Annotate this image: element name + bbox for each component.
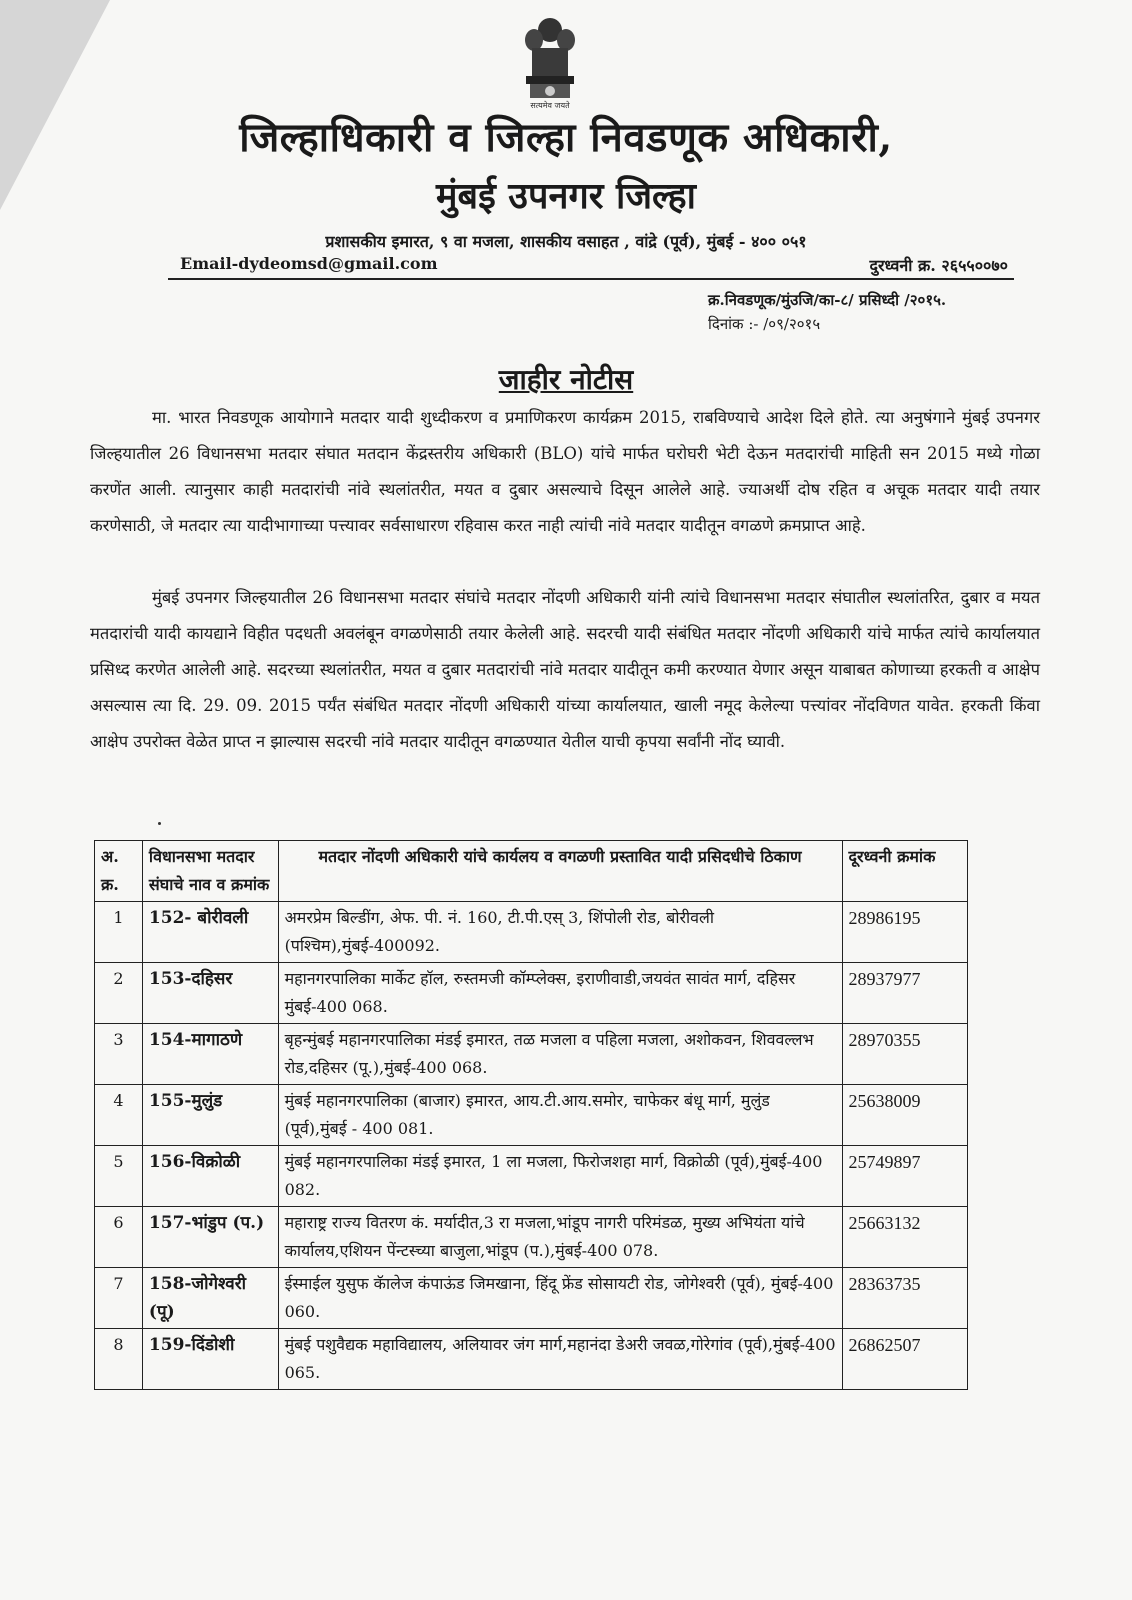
row-sr: 8 xyxy=(95,1329,143,1390)
row-phone: 25638009 xyxy=(842,1085,967,1146)
row-constituency: 152- बोरीवली xyxy=(142,902,278,963)
row-office-address: मुंबई महानगरपालिका मंडई इमारत, 1 ला मजला, फिरोजशहा मार्ग, विक्रोळी (पूर्व),मुंबई-400 082. xyxy=(278,1146,842,1207)
row-constituency: 154-मागाठणे xyxy=(142,1024,278,1085)
row-constituency: 157-भांडुप (प.) xyxy=(142,1207,278,1268)
row-office-address: ईस्माईल युसुफ कॅालेज कंपाऊंड जिमखाना, हिंदू फ्रेंड सोसायटी रोड, जोगेश्वरी (पूर्व), मुंबई-400 060. xyxy=(278,1268,842,1329)
row-sr: 5 xyxy=(95,1146,143,1207)
emblem-motto: सत्यमेव जयते xyxy=(530,101,570,110)
header-constituency: विधानसभा मतदार संघाचे नाव व क्रमांक xyxy=(142,841,278,902)
table-row xyxy=(95,1085,968,1146)
row-sr: 2 xyxy=(95,963,143,1024)
header-office: मतदार नोंदणी अधिकारी यांचे कार्यलय व वगळणी प्रस्तावित यादी प्रसिदधीचे ठिकाण xyxy=(278,841,842,902)
office-email: Email-dydeomsd@gmail.com xyxy=(180,254,438,273)
stray-mark xyxy=(158,822,161,825)
row-constituency: 159-दिंडोशी xyxy=(142,1329,278,1390)
row-constituency: 155-मुलुंड xyxy=(142,1085,278,1146)
row-office-address: महानगरपालिका मार्केट हॉल, रुस्तमजी कॉम्प्लेक्स, इराणीवाडी,जयवंत सावंत मार्ग, दहिसर मुंबई-400 068. xyxy=(278,963,842,1024)
row-constituency: 156-विक्रोळी xyxy=(142,1146,278,1207)
table-row xyxy=(95,1146,968,1207)
notice-paragraph-1: मा. भारत निवडणूक आयोगाने मतदार यादी शुध्दीकरण व प्रमाणिकरण कार्यक्रम 2015, राबविण्याचे आदेश दिले होते. त्या अनुषंगाने मुंबई उपनगर जिल्हयातील 26 विधानसभा मतदार संघात मतदान केंद्रस्तरीय अधिकारी (BLO) यांचे मार्फत घरोघरी भेटी देऊन मतदारांची माहिती सन 2015 मध्ये गोळा करणेंत आली. त्यानुसार काही मतदारांची नांवे स्थलांतरीत, मयत व दुबार असल्याचे दिसून आलेले आहे. ज्याअर्थी दोष रहित व अचूक मतदार यादी तयार करणेसाठी, जे मतदार त्या यादीभागाच्या पत्त्यावर सर्वसाधारण रहिवास करत नाही त्यांची नांवे मतदार यादीतून वगळणे क्रमप्राप्त आहे. xyxy=(90,408,1040,535)
header-divider xyxy=(168,278,1014,280)
row-phone: 25749897 xyxy=(842,1146,967,1207)
table-row xyxy=(95,1024,968,1085)
row-sr: 4 xyxy=(95,1085,143,1146)
row-sr: 1 xyxy=(95,902,143,963)
row-sr: 3 xyxy=(95,1024,143,1085)
row-phone: 26862507 xyxy=(842,1329,967,1390)
row-phone: 28937977 xyxy=(842,963,967,1024)
header-phone: दूरध्वनी क्रमांक xyxy=(842,841,967,902)
office-phone: दुरध्वनी क्र. २६५५००७० xyxy=(869,256,1008,275)
header-sr: अ. क्र. xyxy=(95,841,143,902)
row-phone: 28986195 xyxy=(842,902,967,963)
notice-paragraph-2: मुंबई उपनगर जिल्हयातील 26 विधानसभा मतदार संघांचे मतदार नोंदणी अधिकारी यांनी त्यांचे विधानसभा मतदार संघातील स्थलांतरित, दुबार व मयत मतदारांची यादी कायद्याने विहीत पदधती अवलंबून वगळणेसाठी तयार केलेली आहे. सदरची यादी संबंधित मतदार नोंदणी अधिकारी यांचे मार्फत त्यांचे कार्यालयात प्रसिध्द करणेत आलेली आहे. सदरच्या स्थलांतरीत, मयत व दुबार मतदारांची नांवे मतदार यादीतून कमी करण्यात येणार असून याबाबत कोणाच्या हरकती व आक्षेप असल्यास त्या दि. 29. 09. 2015 पर्यंत संबंधित मतदार नोंदणी अधिकारी यांच्या कार्यालयात, खाली नमूद केलेल्या पत्त्यांवर नोंदविणत यावेत. हरकती किंवा आक्षेप उपरोक्त वेळेत प्राप्त न झाल्यास सदरची नांवे मतदार यादीतून वगळण्यात येतील याची कृपया सर्वांनी नोंद घ्यावी. xyxy=(90,588,1040,751)
district-title: मुंबई उपनगर जिल्हा xyxy=(436,175,696,217)
row-constituency: 153-दहिसर xyxy=(142,963,278,1024)
notice-title: जाहीर नोटीस xyxy=(498,363,634,396)
row-office-address: अमरप्रेम बिल्डींग, अेफ. पी. नं. 160, टी.पी.एस् 3, शिंपोली रोड, बोरीवली (पश्चिम),मुंबई-400092. xyxy=(278,902,842,963)
row-phone: 28970355 xyxy=(842,1024,967,1085)
row-office-address: बृहन्मुंबई महानगरपालिका मंडई इमारत, तळ मजला व पहिला मजला, अशोकवन, शिववल्लभ रोड,दहिसर (पू.),मुंबई-400 068. xyxy=(278,1024,842,1085)
table-header-row xyxy=(95,841,968,902)
table-row xyxy=(95,963,968,1024)
table-row xyxy=(95,1268,968,1329)
table-row xyxy=(95,1207,968,1268)
reference-number: क्र.निवडणूक/मुंउजि/का-८/ प्रसिध्दी /२०१५. xyxy=(708,291,947,309)
reference-date: दिनांक :- /०९/२०१५ xyxy=(708,315,821,333)
row-office-address: मुंबई पशुवैद्यक महाविद्यालय, अलियावर जंग मार्ग,महानंदा डेअरी जवळ,गोरेगांव (पूर्व),मुंबई-400 065. xyxy=(278,1329,842,1390)
state-emblem-icon xyxy=(518,14,582,110)
row-phone: 28363735 xyxy=(842,1268,967,1329)
row-office-address: मुंबई महानगरपालिका (बाजार) इमारत, आय.टी.आय.समोर, चाफेकर बंधू मार्ग, मुलुंड (पूर्व),मुंबई - 400 081. xyxy=(278,1085,842,1146)
row-phone: 25663132 xyxy=(842,1207,967,1268)
row-office-address: महाराष्ट्र राज्य वितरण कं. मर्यादीत,3 रा मजला,भांडूप नागरी परिमंडळ, मुख्य अभियंता यांचे कार्यालय,एशियन पेंन्टस्च्या बाजुला,भांडूप (प.),मुंबई-400 078. xyxy=(278,1207,842,1268)
table-row xyxy=(95,902,968,963)
registration-offices-table xyxy=(94,840,968,1390)
office-address: प्रशासकीय इमारत, ९ वा मजला, शासकीय वसाहत , वांद्रे (पूर्व), मुंबई - ४०० ०५१ xyxy=(325,232,807,251)
office-title: जिल्हाधिकारी व जिल्हा निवडणूक अधिकारी, xyxy=(239,114,893,161)
table-row xyxy=(95,1329,968,1390)
row-sr: 6 xyxy=(95,1207,143,1268)
row-sr: 7 xyxy=(95,1268,143,1329)
row-constituency: 158-जोगेश्वरी (पू) xyxy=(142,1268,278,1329)
